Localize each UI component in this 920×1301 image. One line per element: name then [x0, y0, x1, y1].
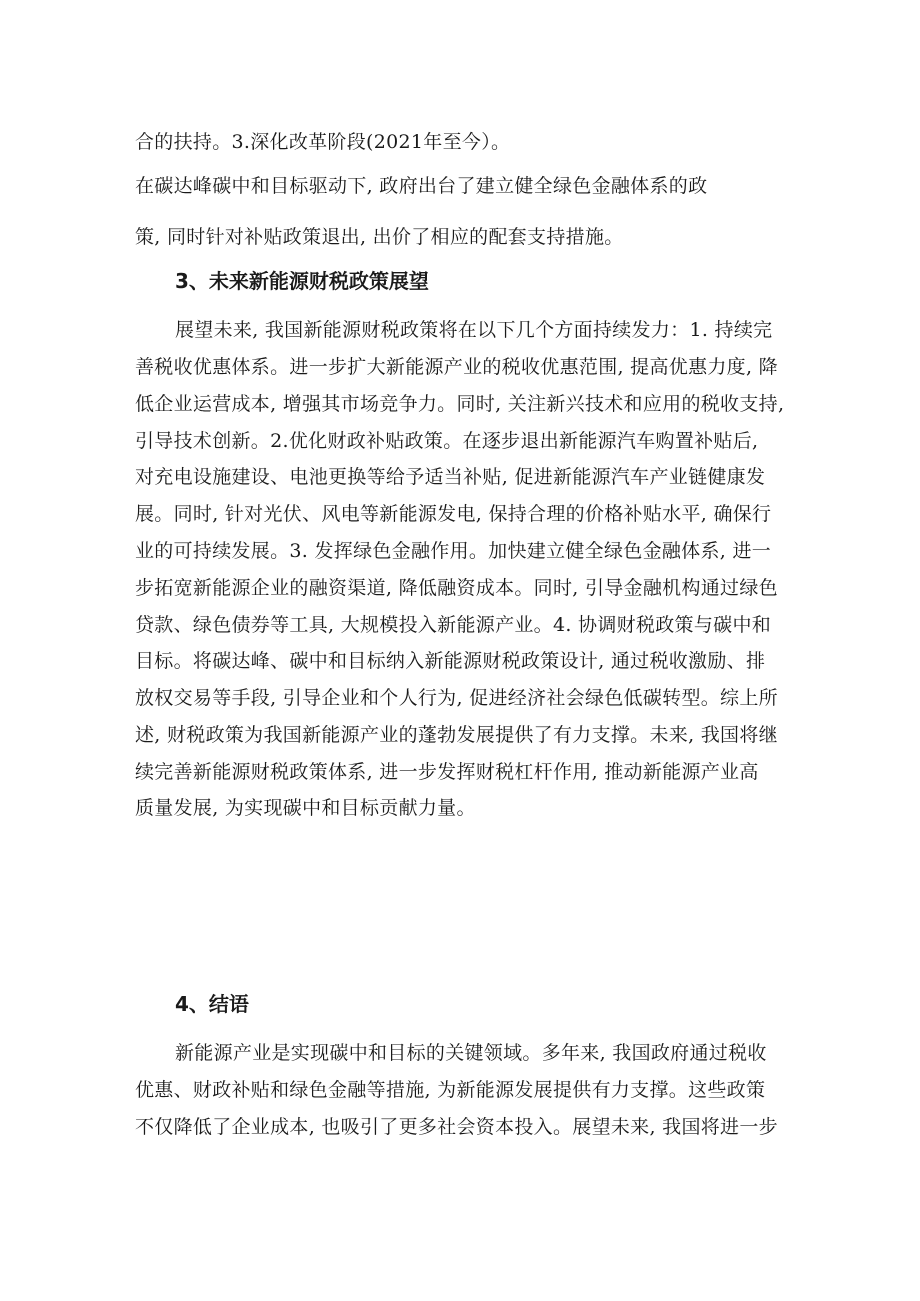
paragraph-line: 述, 财税政策为我国新能源产业的蓬勃发展提供了有力支撑。未来, 我国将继 [135, 724, 778, 746]
paragraph-line: 合的扶持。3.深化改革阶段(2021年至今）。 [135, 131, 511, 153]
paragraph-line: 业的可持续发展。3. 发挥绿色金融作用。加快建立健全绿色金融体系, 进一 [135, 540, 772, 562]
paragraph-line: 展。同时, 针对光伏、风电等新能源发电, 保持合理的价格补贴水平, 确保行 [135, 503, 772, 525]
paragraph-line: 贷款、绿色债券等工具, 大规模投入新能源产业。4. 协调财税政策与碳中和 [135, 614, 772, 636]
section-heading-4: 4、结语 [175, 992, 249, 1016]
paragraph-line: 质量发展, 为实现碳中和目标贡献力量。 [135, 797, 476, 819]
paragraph-line: 低企业运营成本, 增强其市场竞争力。同时, 关注新兴技术和应用的税收支持, [135, 393, 785, 415]
paragraph-line: 善税收优惠体系。进一步扩大新能源产业的税收优惠范围, 提高优惠力度, 降 [135, 356, 778, 378]
paragraph-line: 展望未来, 我国新能源财税政策将在以下几个方面持续发力：1. 持续完 [175, 319, 773, 341]
paragraph-line: 在碳达峰碳中和目标驱动下, 政府出台了建立健全绿色金融体系的政 [135, 175, 708, 197]
paragraph-line: 放权交易等手段, 引导企业和个人行为, 促进经济社会绿色低碳转型。综上所 [135, 687, 778, 709]
paragraph-line: 步拓宽新能源企业的融资渠道, 降低融资成本。同时, 引导金融机构通过绿色 [135, 577, 778, 599]
paragraph-line: 引导技术创新。2.优化财政补贴政策。在逐步退出新能源汽车购置补贴后, [135, 430, 759, 452]
paragraph-line: 新能源产业是实现碳中和目标的关键领域。多年来, 我国政府通过税收 [175, 1042, 767, 1064]
paragraph-line: 优惠、财政补贴和绿色金融等措施, 为新能源发展提供有力支撑。这些政策 [135, 1079, 766, 1101]
section-heading-3: 3、未来新能源财税政策展望 [175, 269, 429, 293]
paragraph-line: 不仅降低了企业成本, 也吸引了更多社会资本投入。展望未来, 我国将进一步 [135, 1116, 778, 1138]
paragraph-line: 目标。将碳达峰、碳中和目标纳入新能源财税政策设计, 通过税收激励、排 [135, 650, 766, 672]
paragraph-line: 续完善新能源财税政策体系, 进一步发挥财税杠杆作用, 推动新能源产业高 [135, 761, 759, 783]
paragraph-line: 策, 同时针对补贴政策退出, 出价了相应的配套支持措施。 [135, 226, 624, 248]
paragraph-line: 对充电设施建设、电池更换等给予适当补贴, 促进新能源汽车产业链健康发 [135, 466, 766, 488]
